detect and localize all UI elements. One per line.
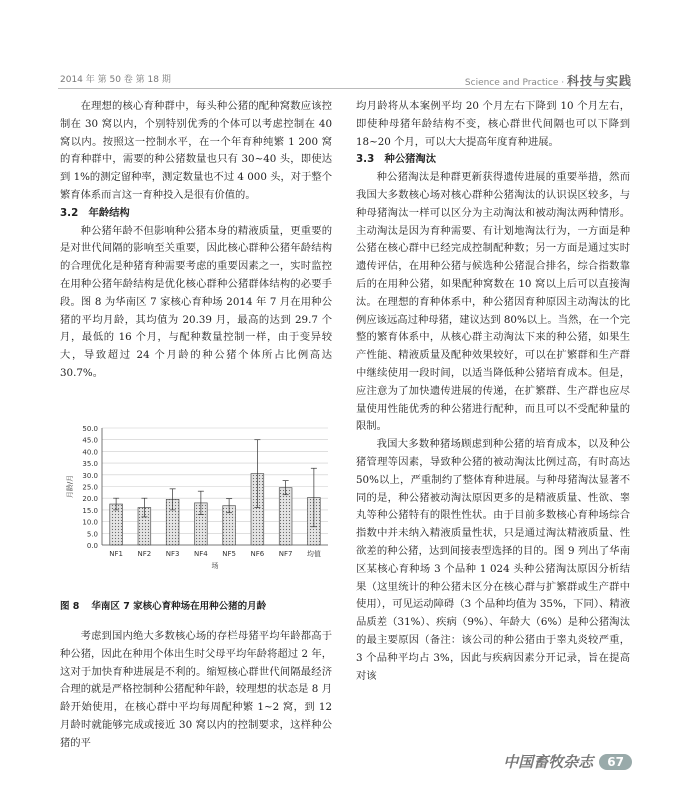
y-tick-label: 40.0 [82, 448, 98, 457]
y-tick-label: 15.0 [82, 506, 98, 515]
paragraph: 种公猪年龄不但影响种公猪本身的精液质量，更重要的是对世代间隔的影响至关重要，因此核心群种公猪年龄结构的合理优化是种猪育种需要考虑的重要因素之一，实时监控在用种公猪年龄结构是优化核心群种公猪群体结构的必要手段。图 8 为华南区 7 家核心育种场 2014 年 7 月在用种公猪的平均月龄，其均值为 20.39 月，最高的达到 29.7 个月，最低的 16 个月，与配种数量控制一样，由于变异较大，导致超过 24 个月龄的种公猪个体所占比例高达 30.7%。 [60, 224, 332, 379]
x-tick-label: NF4 [194, 550, 208, 558]
x-axis-label: 场 [211, 562, 219, 570]
y-tick-label: 30.0 [82, 471, 98, 480]
paragraph: 均月龄将从本案例平均 20 个月左右下降到 10 个月左右，即使种母猪年龄结构不变，核心群世代间隔也可以下降到 18~20 个月，可以大大提高年度育种进展。 [356, 100, 630, 148]
x-tick-label: NF6 [250, 550, 265, 558]
left-column [60, 98, 332, 383]
y-tick-label: 20.0 [82, 495, 98, 504]
left-column-bottom [60, 628, 332, 753]
page-number: 67 [599, 754, 632, 770]
bar-chart-figure-8 [60, 420, 335, 580]
y-tick-label: 10.0 [82, 518, 98, 527]
x-tick-label: NF3 [165, 550, 180, 558]
figure-number: 图 8 [60, 601, 80, 612]
section-title-cn: 科技与实践 [566, 74, 632, 88]
x-tick-label: NF2 [137, 550, 152, 558]
paragraph: 在理想的核心育种群中，每头种公猪的配种窝数应该控制在 30 窝以内，个别特别优秀的个体可以考虑控制在 40 窝以内。按照这一控制水平，在一个年育种纯繁 1 200 窝的育种群中，需要的种公猪数量也只有 30~40 头，即使达到 1%的测定留种率，测定数量也不过 4 000 头，对于整个繁育体系而言这一育种投入是很有价值的。 [60, 100, 332, 201]
y-axis-label: 月龄/月 [66, 474, 74, 499]
section-heading-3-3: 3.3 种公猪淘汰 [356, 153, 437, 166]
x-tick-label: 均值 [306, 550, 321, 558]
x-tick-label: NF5 [222, 550, 236, 558]
y-tick-label: 0.0 [86, 542, 98, 550]
figure-caption [60, 598, 332, 612]
paragraph: 种公猪淘汰是种群更新获得遗传进展的重要举措，然而我国大多数核心场对核心群种公猪淘汰的认识误区较多，与种母猪淘汰一样可以区分为主动淘汰和被动淘汰两种情形。主动淘汰是因为育种需要、有计划地淘汰行为，一方面是种公猪在核心群中已经完成控制配种数；另一方面是通过实时遗传评估，在用种公猪与候选种公猪混合排名，综合指数靠后的在用种公猪，如果配种窝数在 10 窝以上后可以直接淘汰。在理想的育种体系中，种公猪因育种原因主动淘汰的比例应该远高过种母猪，建议达到 80%以上。当然，在一个完整的繁育体系中，从核心群主动淘汰下来的种公猪，如果生产性能、精液质量及配种效果较好，可以在扩繁群和生产群中继续使用一段时间，以适当降低种公猪培育成本。但是，应注意为了加快遗传进展的传递，在扩繁群、生产群也应尽量使用性能优秀的种公猪进行配种，而且可以不受配种量的限制。 [356, 171, 630, 433]
paragraph: 我国大多数种猪场顾虑到种公猪的培育成本，以及种公猪管理等因素，导致种公猪的被动淘汰比例过高，有时高达 50%以上，严重制约了整体育种进展。与种母猪淘汰显著不同的是，种公猪被动淘汰原因更多的是精液质量、性欲、睾丸等种公猪特有的限性性状。由于目前多数核心育种场综合指数中并未纳入精液质量性状，只是通过淘汰精液质量、性欲差的种公猪，达到间接表型选择的目的。图 9 列出了华南区某核心育种场 3 个品种 1 024 头种公猪淘汰原因分析结果（这里统计的种公猪未区分在核心群与扩繁群或生产群中使用），可见运动障碍（3 个品种均值为 35%，下同）、精液品质差（31%）、疾病（9%）、年龄大（6%）是种公猪淘汰的最主要原因（备注：该公司的种公猪由于睾丸炎较严重，3 个品种平均占 3%，因此与疾病因素分开记录，旨在提高对该 [356, 438, 630, 682]
issue-info: 2014 年 第 50 卷 第 18 期 [60, 75, 171, 85]
y-tick-label: 35.0 [82, 460, 98, 469]
journal-name: 中国畜牧杂志 [503, 753, 594, 771]
page-footer [503, 751, 632, 772]
y-tick-label: 45.0 [82, 436, 98, 445]
section-title [465, 72, 632, 89]
y-tick-label: 50.0 [82, 425, 98, 433]
section-heading-3-2: 3.2 年龄结构 [60, 206, 130, 219]
y-tick-label: 25.0 [82, 483, 98, 492]
y-tick-label: 5.0 [86, 530, 98, 539]
paragraph: 考虑到国内绝大多数核心场的存栏母猪平均年龄都高于种公猪，因此在种用个体出生时父母平均年龄将超过 2 年，这对于加快育种进展是不利的。缩短核心群世代间隔最经济合理的就是严格控制种公猪配种年龄，较理想的状态是 8 月龄开始使用，在核心群中平均每周配种繁 1~2 窝，到 12 月龄时就能够完成或接近 30 窝以内的控制要求，这样种公猪的平 [60, 630, 332, 749]
figure-caption-text: 华南区 7 家核心育种场在用种公猪的月龄 [91, 601, 267, 612]
right-column [356, 98, 630, 685]
x-tick-label: NF7 [278, 550, 293, 558]
x-tick-label: NF1 [109, 550, 123, 558]
bar [279, 488, 292, 545]
section-title-en: Science and Practice · [464, 78, 567, 88]
header-divider [58, 88, 630, 89]
